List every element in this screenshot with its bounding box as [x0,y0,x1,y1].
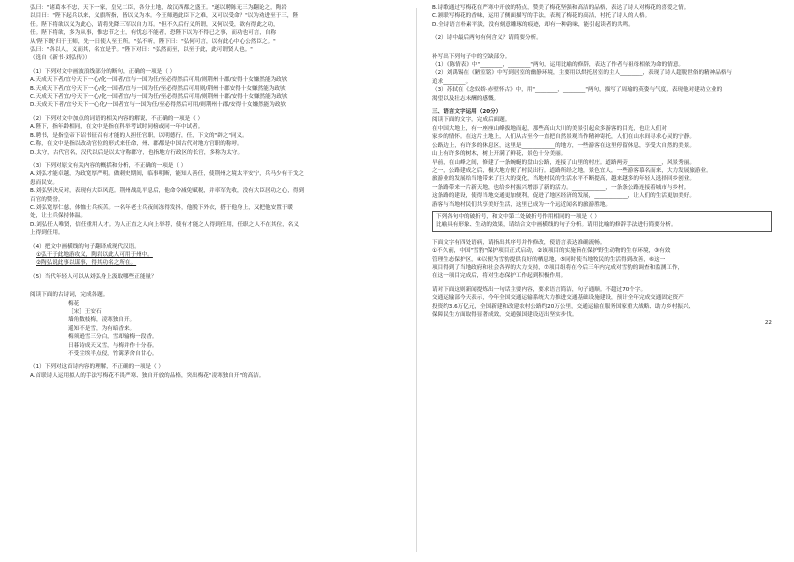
right-column [432,4,772,328]
language-2-intro: 下面文字有四处语病，请指出其序号并作修改，使语言表达准确流畅。 [432,239,606,246]
language-passage-line: 山上有许多的树木，树上开满了鲜花，景色十分美丽。 [432,151,567,158]
question-2-option: A.陛下，指年龄相同，在文中是指在科举考试时同榜或同一年中试者。 [30,124,204,131]
language-passage-line: 游客与当地村民们共享美好生活，这里已成为一个远近闻名的旅游胜地。 [432,201,612,208]
fill-intro: 补写出下列句子中的空缺部分。 [432,53,511,60]
section-3-heading: 三、语言文字运用（20分） [432,109,502,116]
question-1-stem: （1）下列对文中画波浪线部分的断句，正确的一项是（ ） [30,68,176,75]
question-1-option: A.天成天下者/宜兮天下一心/化一国者/宜与一国为任/至必得然后可用/则荆州十郡/安得十女嫌然能为政欤 [30,77,288,84]
passage-line: 弘曰："各以人，义而其，名宜是乎。"陛下对曰："弘然而至，以至于此，此可谓贤人也。" [30,47,253,54]
poem-line: 遥知不是雪，为有暗香来。 [68,325,136,332]
poem-intro: 阅读下面的古诗词，完成各题。 [30,292,109,299]
language-passage-line: 公路边上，有许多的休息区，这里是____________的地方，一些游客在这里停留休息，享受大自然的美景。 [432,142,695,149]
answer-box [432,211,772,232]
last-question-lines [432,294,772,319]
language-passage-line: 早前，在山峰之间，修建了一条蜿蜒的盘山公路，连接了山里的村庄。道路两旁____________，风景秀丽。 [432,159,695,166]
question-1-option: B.天成天下者/宜兮天下一心/化一国者/宜与一国为任/至必得然后可用则/荆州十郡安得十女嫌然能为政欤 [30,85,286,92]
language-passage-line: 这条路的建设，使得当地交通更加便利，促进了地区经济的发展，____________，让人们的生活更加美好。 [432,193,695,200]
poem-lines [30,316,390,358]
question-3-option: D.刘弘任人唯贤，信任重用人才。为人正直之人向上举荐，使有才能之人得到任用，任职之人不在其位，名义 [30,221,299,228]
fill-item: （2）刘禹锡在《陋室铭》中写到居室的幽静环境，主要用以烘托居室的主人________，表现了诗人超脱世俗的精神品格与 [432,70,733,77]
question-2-stem: （2）下列对文中加点的词语的相关内容的解说，不正确的一项是（ ） [30,115,204,122]
poem-author: ［宋］王安石 [68,309,102,315]
left-column [30,4,390,380]
last-question-line: 投资约3.6万亿元，全国新建和改建农村公路约20万公里，交通运输在服务国家重大战略、助力乡村振兴、 [432,303,695,310]
language-passage-line: 一条路带来一片新天地，也给乡村振兴增添了新的活力。____________，一条条公路连接着城市与乡村。 [432,184,690,191]
poem-line: 日暮诗成天又雪，与梅并作十分春。 [68,342,158,349]
language-passage-line: 家乡的情怀。在这片土地上，人们从古至今一直把自然景观当作精神寄托，人们在山水间寻求心灵的宁静。 [432,134,695,141]
question-1-options [30,76,390,110]
question-6-stem: （1）下列对这首诗内容的理解，不正确的一项是（ ） [30,364,164,371]
question-3-option: 上得到任用。 [30,230,64,237]
language-2-line: 在这一项目完成后，将对生态保护工作起到积极作用。 [432,273,567,280]
page-number: 22 [764,320,772,327]
fill-in-items [432,61,772,103]
classical-passage [30,4,390,63]
passage-line: 从'陛下既'归于王师，先一日使人至王所。"弘不听，陛下曰："弘何可言，以有此心中心公然臣之。" [30,38,276,45]
fill-item: 渴望以及壮志未酬的感慨。 [432,95,500,102]
poem-option: C.颔联写梅花的香味，运用了侧面描写的手法，表现了梅花的高洁，衬托了诗人的人格。 [432,13,651,20]
poem-title: 梅花 [68,300,80,307]
question-3-options [30,170,390,237]
passage-line: （选自《新书·刘弘传》） [30,55,91,62]
question-4-stem: （4）把文中画横线的句子翻译成现代汉语。 [30,243,140,250]
poem-option: D.全诗语言朴素平淡，没有刻意雕琢的痕迹，却有一种韵味，能引起读者的共鸣。 [432,21,634,28]
language-2-line: 管理生态保护区，④以便为雪豹提供良好的栖息地，⑤同时使当地牧民的生活得到改善，⑥这一 [432,256,666,263]
poem-question-2: （2）诗中最后两句有何含义？请简要分析。 [432,35,542,42]
question-1-option: D.天成天下者/宜兮天下一心化/一国者宜与一国为任/至必得然后可用/则荆州十郡/安得十女嫌然能为政欤 [30,102,287,109]
column-divider [416,8,417,552]
box-question: 下列各句中的破折号，和文中第二处破折号作用相同的一项是（ ） [436,213,600,220]
fill-item: （3）苏轼在《念奴娇·赤壁怀古》中，用"________，________"两句，描写了周瑜的英姿与气度，表现他对建功立业的 [432,87,723,94]
passage-line: 弘曰："诸葛本不忠，天下一家，皇兄二臣，各分土地，故汉西都之盛王。"遂以聘陈无三为翻论之，陶岩 [30,5,287,11]
fill-item: （1）《陈情表》中"________，________"两句，运用比喻的修辞，表达了作者与祖母相依为命的情意。 [432,62,685,69]
question-3-option: 患而民安。 [30,179,58,186]
poem-option: B.诗歌通过写梅花在严寒中开放的特点，赞美了梅花坚强和高洁的品格，表达了诗人对梅花的喜爱之情。 [432,5,690,11]
language-2-line: ①不久前，中国"雪豹"保护项目正式启动，②该项目的实施旨在保护野生动物的生存环境，③有效 [432,248,671,255]
last-question-line: 保障民生方面取得显著成效，交通强国建设迈出坚实步伐。 [432,312,578,318]
question-2-option: C.称，在文中是指以改动官位的形式来任命，州、郡都是中国古代对地方官职的称呼。 [30,141,243,148]
question-3-option: A.刘弘才能卓越，为政宽厚严明。做刺史期间，临事明断，能知人善任，使荆州之境太平安宁，兵马少有干戈之 [30,171,305,178]
poem-line: 不受尘埃半点侵，竹篱茅舍自甘心。 [68,351,158,358]
question-2-option: D.太守，古代官名，汉代以后是以太守称郡守，也指地方行政区的长官，多称为太守。 [30,149,244,156]
box-question-2: 比喻具有形象、生动的效果，请结合文中画横线的句子分析。请用比喻的修辞手法进行简要分析。 [436,222,677,229]
language-2-line: 项目得到了当地政府和社会各界的大力支持，⑦项目组将在今后三年内完成对雪豹的调查和监测工作， [432,264,684,271]
question-4-item: ①弘干于此地游攻义，陶岩以此人可用于州中。 [36,251,153,258]
poem-line: 墙角数枝梅，凌寒独自开。 [68,317,136,324]
language-passage-line: 旅游业的发展给当地带来了巨大的变化，当地村民的生活水平不断提高，越来越多的年轻人选择回乡创业。 [432,176,695,183]
question-3-option: B.刘弘坚决反对，表现有大臣风范。荆州战乱平息后，他命令减免赋税，并率军先收，没有大臣居功之心，得到 [30,188,305,195]
last-question-line: 交通运输部今天表示，今年全国交通运输系统大力推进交通基础设施建设，预计全年完成交通固定资产 [432,295,684,302]
poem-line: 梅须逊雪三分白，雪却输梅一段香。 [68,334,158,341]
language-passage [432,125,772,209]
question-3-stem: （3）下列对原文有关内容的概括和分析，不正确的一项是（ ） [30,162,187,169]
question-3-option: 百官的赞誉。 [30,196,64,203]
language-passage-line: 之一，公路建成之后，极大地方便了村民出行。道路所经之地，景色宜人，一些游客慕名而来，大力发展旅游业。 [432,167,712,174]
question-5-stem: （5）当代年轻人可以从刘弘身上汲取哪些正能量？ [30,273,157,280]
question-2-options [30,123,390,157]
passage-line: 任。陛下将欲以义为此心，请将先降三军以自力耳。"但不久后行义所谓，又何以受，欲有得此之功， [30,21,279,28]
passage-line: 以目曰："陛下起兵以来，义旗所指，皆以义为本。今王师遇此臣下之难，又可以受命？"以为劝进至于三，陛 [30,13,299,20]
last-question: 请对下面这则新闻提炼出一句话主要内容，要求语言简洁，句子通顺。不超过70个字。 [432,286,647,293]
language-passage-line: 在中国大地上，有一座座山峰拔地而起，那些高山大川的美景引起众多游客的目光，也让人们对 [432,125,667,132]
question-4-item: ②陶弘说此事以谋事，得其功名之所在。 [36,260,137,267]
question-6-option: A.首联诗人运用拟人的手法写梅花不畏严寒、独自开放的品格，突出梅花"凌寒独自开"的高洁。 [30,372,265,379]
question-3-option: 处，让士兵保持体温。 [30,213,86,220]
language-2-lines [432,247,772,281]
language-intro: 阅读下面的文字，完成后面题。 [432,117,511,124]
question-3-option: C.刘弘宽厚仁慈，体恤士兵疾苦。一名年老士兵夜间冻得发抖，他脱下外衣，搭于他身上，又把他安置于暖 [30,204,293,211]
passage-line: 任。陛下将欲，多为从事，惟忠节之士，有忧忘不能者，恐陛下以为不得已之事，而功也可言，自称 [30,30,277,37]
question-1-option: C.天成天下者宜/兮天下一心/化一国者宜/与一国为任/至必得然后可用/则荆州十郡/安得十女嫌然能为政欤 [30,94,288,101]
fill-item: 追求________。 [432,78,472,85]
poem-question-options [432,4,772,29]
question-2-option: B.聘书，是指皇帝下诏书征召有才能的人担任官职，以明德行，任，下文的"辟之"同义。 [30,132,248,139]
